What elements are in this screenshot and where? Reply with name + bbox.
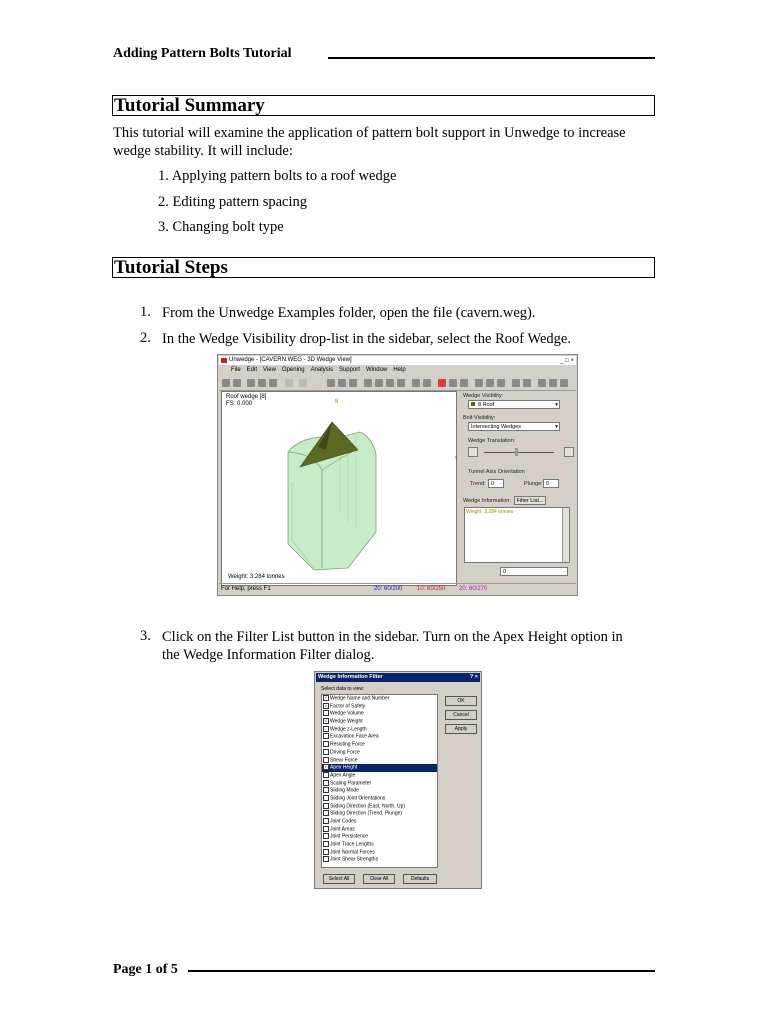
status-bar <box>219 583 576 594</box>
redo-icon[interactable] <box>299 379 307 387</box>
window-title: Unwedge - [CAVERN.WEG - 3D Wedge View] <box>229 357 352 363</box>
wedge-label: Roof wedge [8] <box>226 394 267 400</box>
properties-icon[interactable] <box>538 379 546 387</box>
status-coord-2: 10: 60/250 <box>417 586 446 592</box>
print-icon[interactable] <box>269 379 277 387</box>
ok-button[interactable]: OK <box>445 696 477 706</box>
filter-option-apex-height[interactable]: ✓ Apex Height <box>322 764 437 772</box>
axis-orientation-label: Tunnel Axis Orientation <box>468 469 525 475</box>
translation-label: Wedge Translation: <box>468 438 516 444</box>
dialog-subtitle: Select data to view: <box>321 686 365 692</box>
grid-icon[interactable] <box>475 379 483 387</box>
splitter-arrow-icon[interactable]: › <box>455 455 457 461</box>
steps-heading: Tutorial Steps <box>112 257 655 278</box>
wedge-info-label: Wedge Information: <box>463 498 511 504</box>
translate-right-icon[interactable] <box>564 447 574 457</box>
chevron-down-icon: ▾ <box>555 402 558 408</box>
wedge-visibility-value: 8 Roof <box>478 402 495 408</box>
filter-option[interactable]: Joint Persistence <box>322 833 437 841</box>
filter-option[interactable]: Sliding Direction (East, North, Up) <box>322 803 437 811</box>
wedge-info-text: Weight: 3.284 tonnes <box>466 509 514 515</box>
menu-view[interactable]: View <box>263 367 276 373</box>
defaults-button[interactable]: Defaults <box>403 874 437 884</box>
pattern-icon[interactable] <box>449 379 457 387</box>
translate-left-icon[interactable] <box>468 447 478 457</box>
menu-opening[interactable]: Opening <box>281 367 305 373</box>
menu-support[interactable]: Support <box>338 367 360 373</box>
translation-slider[interactable] <box>484 452 554 453</box>
support-icon[interactable] <box>438 379 446 387</box>
filter-option[interactable]: ✓ Wedge Name and Number <box>324 695 390 702</box>
wedge-number-label: 8 <box>335 399 339 405</box>
wedge-visibility-select[interactable] <box>468 400 560 409</box>
checkbox-icon[interactable] <box>323 810 329 816</box>
filter-option[interactable]: Scaling Parameter <box>322 780 437 788</box>
toolbar <box>219 376 576 391</box>
select-all-button[interactable]: Select All <box>323 874 355 884</box>
tunnel-icon[interactable] <box>412 379 420 387</box>
checkbox-icon[interactable]: ✓ <box>324 764 328 770</box>
checkbox-icon[interactable] <box>323 757 329 763</box>
footer-rule <box>188 970 655 972</box>
checkbox-icon[interactable] <box>323 833 329 839</box>
settings-icon[interactable] <box>560 379 568 387</box>
menu-file[interactable]: File <box>231 367 241 373</box>
filter-option[interactable]: Resisting Force <box>322 741 437 749</box>
table-icon[interactable] <box>497 379 505 387</box>
plunge-input[interactable]: 0 <box>543 479 559 488</box>
summary-intro-line2: wedge stability. It will include: <box>113 143 293 159</box>
checkbox-icon[interactable] <box>323 803 329 809</box>
rotate-icon[interactable] <box>397 379 405 387</box>
filter-option[interactable]: Driving Force <box>322 749 437 757</box>
running-header: Adding Pattern Bolts Tutorial <box>113 46 292 61</box>
section-icon[interactable] <box>423 379 431 387</box>
clear-all-button[interactable]: Clear All <box>363 874 395 884</box>
fs-label: FS: 0.000 <box>226 401 253 407</box>
header-rule <box>328 57 655 59</box>
step-text: In the Wedge Visibility drop-list in the sidebar, select the Roof Wedge. <box>162 331 571 347</box>
summary-item: 2. Editing pattern spacing <box>158 194 307 210</box>
filter-option[interactable]: Excavation Face Area <box>322 733 437 741</box>
checkbox-icon[interactable] <box>323 733 329 739</box>
bolt-visibility-select[interactable] <box>468 422 560 431</box>
open-icon[interactable] <box>233 379 241 387</box>
save-icon[interactable] <box>247 379 255 387</box>
chevron-down-icon: ▾ <box>555 424 558 430</box>
status-coord-3: 20: 60/270 <box>459 586 488 592</box>
filter-option[interactable]: Joint Areas <box>322 826 437 834</box>
checkbox-icon[interactable] <box>323 787 329 793</box>
step-number: 3. <box>140 628 151 644</box>
zoom-out-icon[interactable] <box>375 379 383 387</box>
checkbox-icon[interactable] <box>323 841 329 847</box>
command-input[interactable]: 0 <box>500 567 568 576</box>
checkbox-icon[interactable] <box>323 849 329 855</box>
checkbox-icon[interactable] <box>323 818 329 824</box>
sidebar <box>460 391 576 584</box>
bolt-visibility-value: Intersecting Wedges <box>471 424 522 430</box>
filter-option[interactable]: Apex Angle <box>322 772 437 780</box>
wedge-visibility-label: Wedge Visibility: <box>463 393 504 399</box>
summary-item: 1. Applying pattern bolts to a roof wedge <box>158 168 397 184</box>
checkbox-icon[interactable] <box>323 856 329 862</box>
info-icon[interactable] <box>512 379 520 387</box>
weight-label: Weight: 3.284 tonnes <box>228 574 285 580</box>
checkbox-icon[interactable] <box>323 726 329 732</box>
filter-options-list <box>321 694 438 868</box>
cavern-model-drawing <box>222 392 456 585</box>
step-number: 2. <box>140 330 151 346</box>
zoom-extents-icon[interactable] <box>386 379 394 387</box>
app-icon <box>221 358 227 363</box>
checkbox-icon[interactable] <box>323 795 329 801</box>
status-help: For Help, press F1 <box>221 586 271 592</box>
filter-option[interactable]: Joint Shear Strengths <box>322 856 437 864</box>
undo-icon[interactable] <box>285 379 293 387</box>
step-text: From the Unwedge Examples folder, open the file (cavern.weg). <box>162 305 536 321</box>
wedge-info-panel <box>464 507 570 563</box>
dialog-title: Wedge Information Filter <box>318 674 383 680</box>
filter-option[interactable]: ✓ Wedge Weight <box>324 718 363 725</box>
summary-heading: Tutorial Summary <box>112 95 655 116</box>
unwedge-window-screenshot <box>217 354 578 596</box>
zoom-in-icon[interactable] <box>364 379 372 387</box>
menu-edit[interactable]: Edit <box>246 367 258 373</box>
menu-bar <box>219 366 576 375</box>
chart-icon[interactable] <box>338 379 346 387</box>
cancel-button[interactable]: Cancel <box>445 710 477 720</box>
checkbox-icon[interactable] <box>323 749 329 755</box>
filter-option[interactable]: Joint Trace Lengths <box>322 841 437 849</box>
filter-option[interactable]: Joint Normal Forces <box>322 849 437 857</box>
checkbox-icon[interactable]: ✓ <box>324 695 328 700</box>
menu-analysis[interactable]: Analysis <box>310 367 333 373</box>
window-icon[interactable] <box>549 379 557 387</box>
copy-icon[interactable] <box>327 379 335 387</box>
dialog-controls[interactable]: ? × <box>469 674 478 680</box>
checkbox-icon[interactable] <box>323 710 329 716</box>
status-coord-1: 20: 60/200 <box>374 586 403 592</box>
filter-option[interactable]: Shear Force <box>322 757 437 765</box>
checkbox-icon[interactable]: ✓ <box>324 718 328 724</box>
view-icon[interactable] <box>460 379 468 387</box>
slider-thumb[interactable] <box>515 448 518 456</box>
filter-option[interactable]: Wedge Volume <box>322 710 437 718</box>
step-number: 1. <box>140 304 151 320</box>
print-preview-icon[interactable] <box>258 379 266 387</box>
trend-input[interactable]: 0 <box>488 479 504 488</box>
tile-icon[interactable] <box>523 379 531 387</box>
checkbox-icon[interactable] <box>323 741 329 747</box>
step-text: Click on the Filter List button in the sidebar. Turn on the Apex Height option in <box>162 629 623 645</box>
bar-chart-icon[interactable] <box>349 379 357 387</box>
trend-label: Trend: <box>470 481 486 487</box>
summary-intro-line1: This tutorial will examine the application of pattern bolt support in Unwedge to increase <box>113 125 626 141</box>
checkbox-icon[interactable]: ✓ <box>324 702 328 708</box>
summary-item: 3. Changing bolt type <box>158 219 284 235</box>
menu-help[interactable]: Help <box>393 367 406 373</box>
filter-option[interactable]: Wedge z-Length <box>322 726 437 734</box>
new-icon[interactable] <box>222 379 230 387</box>
bolt-visibility-label: Bolt Visibility: <box>463 415 496 421</box>
plunge-label: Plunge: <box>524 481 543 487</box>
filter-option[interactable]: ✓ Factor of Safety <box>324 702 366 710</box>
wedge-info-filter-dialog <box>314 671 482 889</box>
filter-option[interactable]: Sliding Direction (Trend, Plunge) <box>322 810 437 818</box>
layout-icon[interactable] <box>486 379 494 387</box>
page-number: Page 1 of 5 <box>113 962 178 977</box>
step-text: the Wedge Information Filter dialog. <box>162 647 375 663</box>
wedge-color-icon <box>471 402 475 406</box>
3d-wedge-view[interactable] <box>221 391 457 586</box>
apply-button[interactable]: Apply <box>445 724 477 734</box>
window-titlebar <box>219 356 576 365</box>
filter-option[interactable]: Sliding Joint Orientations <box>322 795 437 803</box>
checkbox-icon[interactable] <box>323 826 329 832</box>
filter-list-button[interactable]: Filter List... <box>514 496 546 505</box>
checkbox-icon[interactable] <box>323 780 329 786</box>
filter-option[interactable]: Joint Codes <box>322 818 437 826</box>
checkbox-icon[interactable] <box>323 772 329 778</box>
dialog-titlebar <box>316 673 480 682</box>
scrollbar[interactable] <box>562 508 569 562</box>
menu-window[interactable]: Window <box>365 367 388 373</box>
window-controls[interactable]: _ □ × <box>560 358 574 364</box>
filter-option[interactable]: Sliding Mode <box>322 787 437 795</box>
